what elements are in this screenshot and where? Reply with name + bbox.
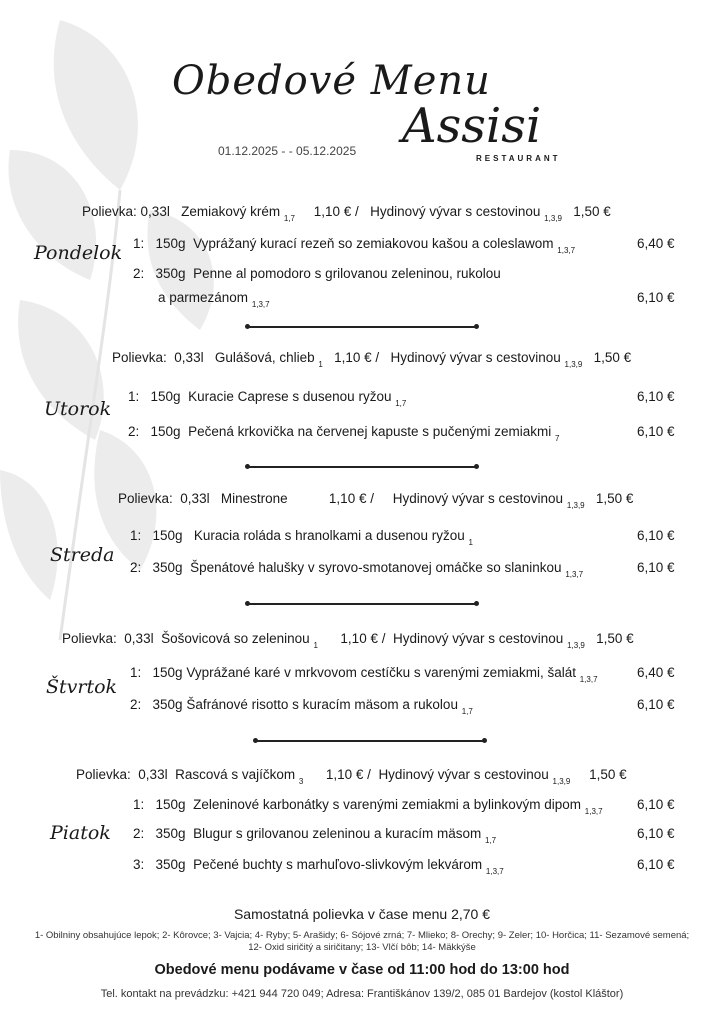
contact-info: Tel. kontakt na prevádzku: +421 944 720 049; Adresa: Františkánov 139/2, 085 01 Bardejov (kostol Kláštor)	[100, 988, 624, 1000]
soup-line: Polievka: 0,33l Gulášová, chlieb $_1$ 1,10 € / Hydinový vývar s cestovinou $_{1,3,9}$ 1,50 €	[112, 350, 632, 369]
menu-item-continued: a parmezánom $_{1,3,7}$	[158, 290, 270, 309]
brand-logo: Assisi	[402, 98, 542, 154]
day-name: Streda	[50, 544, 115, 566]
day-name: Štvrtok	[46, 676, 118, 698]
section-divider	[248, 603, 476, 605]
soup-standalone-note: Samostatná polievka v čase menu 2,70 €	[233, 906, 491, 922]
menu-item: 2: 350g Šafránové risotto s kuracím mäsom a rukolou $_{1,7}$	[130, 697, 473, 716]
day-name: Utorok	[44, 398, 112, 420]
menu-item: 1: 150g Kuracie Caprese s dusenou ryžou $_{1,7}$	[128, 389, 407, 408]
item-price: 6,40 €	[637, 665, 675, 680]
menu-title: Obedové Menu	[172, 58, 491, 104]
menu-item: 2: 350g Penne al pomodoro s grilovanou zeleninou, rukolou	[133, 266, 501, 281]
menu-dates: 01.12.2025 - - 05.12.2025	[218, 144, 357, 158]
menu-item: 2: 350g Blugur s grilovanou zeleninou a kuracím mäsom $_{1,7}$	[133, 826, 497, 845]
item-price: 6,10 €	[637, 697, 675, 712]
item-price: 6,10 €	[637, 290, 675, 305]
item-price: 6,10 €	[637, 560, 675, 575]
section-divider	[248, 326, 476, 328]
item-price: 6,10 €	[637, 826, 675, 841]
item-price: 6,10 €	[637, 389, 675, 404]
section-divider	[256, 740, 484, 742]
item-price: 6,40 €	[637, 236, 675, 251]
menu-item: 1: 150g Vyprážaný kurací rezeň so zemiakovou kašou a coleslawom $_{1,3,7}$	[133, 236, 576, 255]
item-price: 6,10 €	[637, 857, 675, 872]
allergen-legend: 1- Obilniny obsahujúce lepok; 2- Kôrovce; 3- Vajcia; 4- Ryby; 5- Arašidy; 6- Sójové zrná; 7- Mlieko; 8- Orechy; 9- Zeler; 10- Horčica; 11- Sezamové semená; 12- Oxid siričitý a siričitany; 13- Vlčí bôb; 14- Mäkkýše	[34, 930, 690, 953]
soup-line: Polievka: 0,33l Minestrone 1,10 € / Hydinový vývar s cestovinou $_{1,3,9}$ 1,50 €	[118, 491, 634, 510]
soup-line: Polievka: 0,33l Rascová s vajíčkom $_3$ 1,10 € / Hydinový vývar s cestovinou $_{1,3,9}$ 1,50 €	[76, 767, 627, 786]
brand-subtitle: RESTAURANT	[476, 154, 561, 163]
day-name: Piatok	[50, 822, 111, 844]
serving-hours: Obedové menu podávame v čase od 11:00 hod do 13:00 hod	[154, 962, 570, 978]
menu-item: 2: 150g Pečená krkovička na červenej kapuste s pučenými zemiakmi $_7$	[128, 424, 560, 443]
item-price: 6,10 €	[637, 797, 675, 812]
item-price: 6,10 €	[637, 528, 675, 543]
menu-item: 1: 150g Zeleninové karbonátky s varenými zemiakmi a bylinkovým dipom $_{1,3,7}$	[133, 797, 603, 816]
menu-item: 3: 350g Pečené buchty s marhuľovo-slivkovým lekvárom $_{1,3,7}$	[133, 857, 504, 876]
menu-item: 1: 150g Kuracia roláda s hranolkami a dusenou ryžou $_1$	[130, 528, 473, 547]
menu-item: 1: 150g Vyprážané karé v mrkvovom cestíčku s varenými zemiakmi, šalát $_{1,3,7}$	[130, 665, 598, 684]
soup-line: Polievka: 0,33l Zemiakový krém $_{1,7}$ 1,10 € / Hydinový vývar s cestovinou $_{1,3,9}$ 1,50 €	[82, 204, 611, 223]
menu-item: 2: 350g Špenátové halušky v syrovo-smotanovej omáčke so slaninkou $_{1,3,7}$	[130, 560, 584, 579]
item-price: 6,10 €	[637, 424, 675, 439]
day-name: Pondelok	[34, 242, 123, 264]
section-divider	[248, 466, 476, 468]
soup-line: Polievka: 0,33l Šošovicová so zeleninou $_1$ 1,10 € / Hydinový vývar s cestovinou $_{1,3,9}$ 1,50 €	[62, 631, 634, 650]
